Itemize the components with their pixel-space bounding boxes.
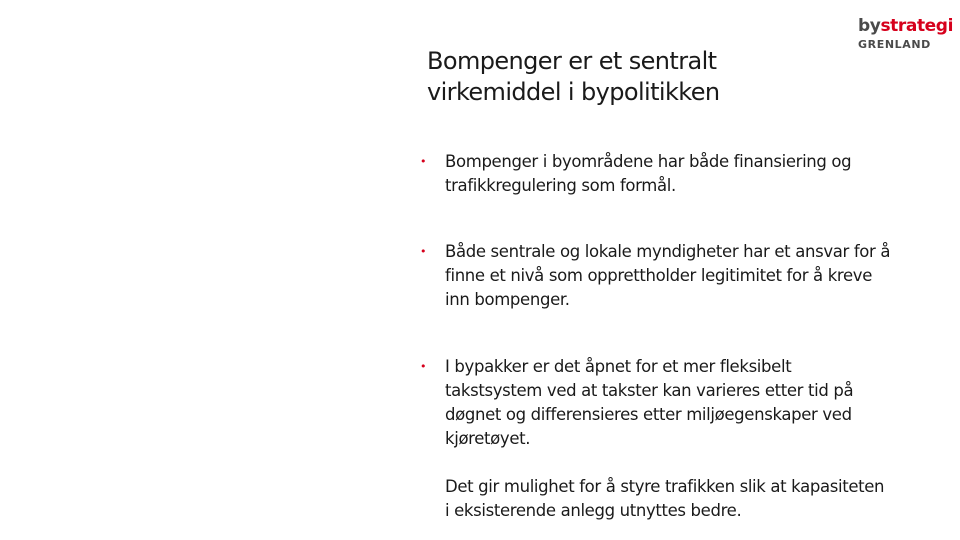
bullet-item-flexible-tariffs xyxy=(420,355,950,451)
bystrategi-grenland-logo xyxy=(858,16,954,51)
title-line: virkemiddel i bypolitikken xyxy=(427,78,720,106)
bullet-text-line: Både sentrale og lokale myndigheter har et ansvar for å xyxy=(445,242,891,261)
logo-prefix: by xyxy=(858,16,881,36)
bullet-text-line: trafikkregulering som formål. xyxy=(445,176,676,195)
paragraph-line: i eksisterende anlegg utnyttes bedre. xyxy=(445,501,742,520)
bullet-text-line: takstsystem ved at takster kan varieres etter tid på xyxy=(445,381,854,400)
bullet-text-line: Bompenger i byområdene har både finansiering og xyxy=(445,152,852,171)
logo-subtitle: GRENLAND xyxy=(858,38,931,51)
slide-title xyxy=(427,46,847,108)
logo-wordmark xyxy=(858,16,954,36)
paragraph-line: Det gir mulighet for å styre trafikken slik at kapasiteten xyxy=(445,477,885,496)
bullet-text-line: finne et nivå som opprettholder legitimitet for å kreve xyxy=(445,266,873,285)
bullet-marker: • xyxy=(420,155,427,168)
logo-accent: strategi xyxy=(880,16,954,36)
bullet-item-financing xyxy=(420,150,950,198)
bullet-marker: • xyxy=(420,245,427,258)
bullet-text-line: I bypakker er det åpnet for et mer fleksibelt xyxy=(445,357,792,376)
bullet-text-line: døgnet og differensieres etter miljøegenskaper ved xyxy=(445,405,852,424)
bullet-text-line: inn bompenger. xyxy=(445,290,570,309)
title-line: Bompenger er et sentralt xyxy=(427,47,717,75)
follow-up-paragraph xyxy=(445,475,955,523)
bullet-item-responsibility xyxy=(420,240,950,312)
bullet-text-line: kjøretøyet. xyxy=(445,429,531,448)
bullet-marker: • xyxy=(420,360,427,373)
